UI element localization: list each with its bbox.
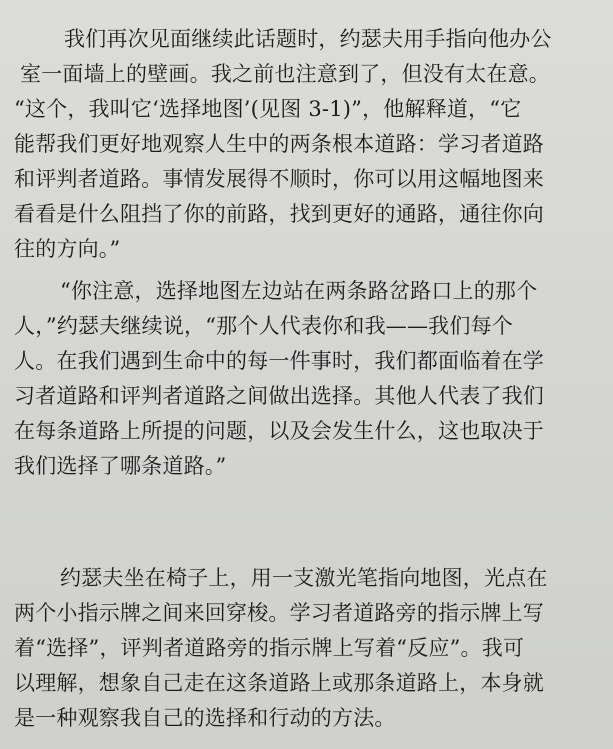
paragraph-line: 室一面墙上的壁画。我之前也注意到了，但没有太在意。 — [20, 62, 550, 86]
paragraph-line: 和评判者道路。事情发展得不顺时，你可以用这幅地图来 — [14, 167, 544, 191]
paragraph-line: 人。在我们遇到生命中的每一件事时，我们都面临着在学 — [14, 349, 544, 373]
paragraph-line: 以理解，想象自己走在这条道路上或那条道路上，本身就 — [14, 671, 544, 695]
paragraph-line: 是一种观察我自己的选择和行动的方法。 — [14, 706, 396, 730]
paragraph-line: 约瑟夫坐在椅子上，用一支激光笔指向地图，光点在 — [60, 566, 548, 590]
paragraph-line: 人，”约瑟夫继续说，“那个人代表你和我——我们每个 — [14, 314, 513, 338]
paragraph-line: 看看是什么阻挡了你的前路，找到更好的通路，通往你向 — [14, 202, 544, 226]
paragraph-line: 我们再次见面继续此话题时，约瑟夫用手指向他办公 — [64, 27, 552, 51]
paragraph-line: 两个小指示牌之间来回穿梭。学习者道路旁的指示牌上写 — [14, 601, 544, 625]
paragraph-line: 我们选择了哪条道路。” — [14, 454, 227, 478]
paragraph-line: 在每条道路上所提的问题，以及会发生什么，这也取决于 — [14, 419, 544, 443]
paragraph-line: “这个，我叫它‘选择地图’(见图 3-1)”，他解释道，“它 — [14, 97, 522, 121]
paragraph-line: 着“选择”，评判者道路旁的指示牌上写着“反应”。我可 — [14, 636, 525, 660]
paragraph-line: 习者道路和评判者道路之间做出选择。其他人代表了我们 — [14, 384, 544, 408]
paragraph-line: “你注意，选择地图左边站在两条路岔路口上的那个 — [60, 279, 538, 303]
paragraph-line: 能帮我们更好地观察人生中的两条根本道路：学习者道路 — [14, 132, 544, 156]
paragraph-line: 往的方向。” — [14, 237, 121, 261]
